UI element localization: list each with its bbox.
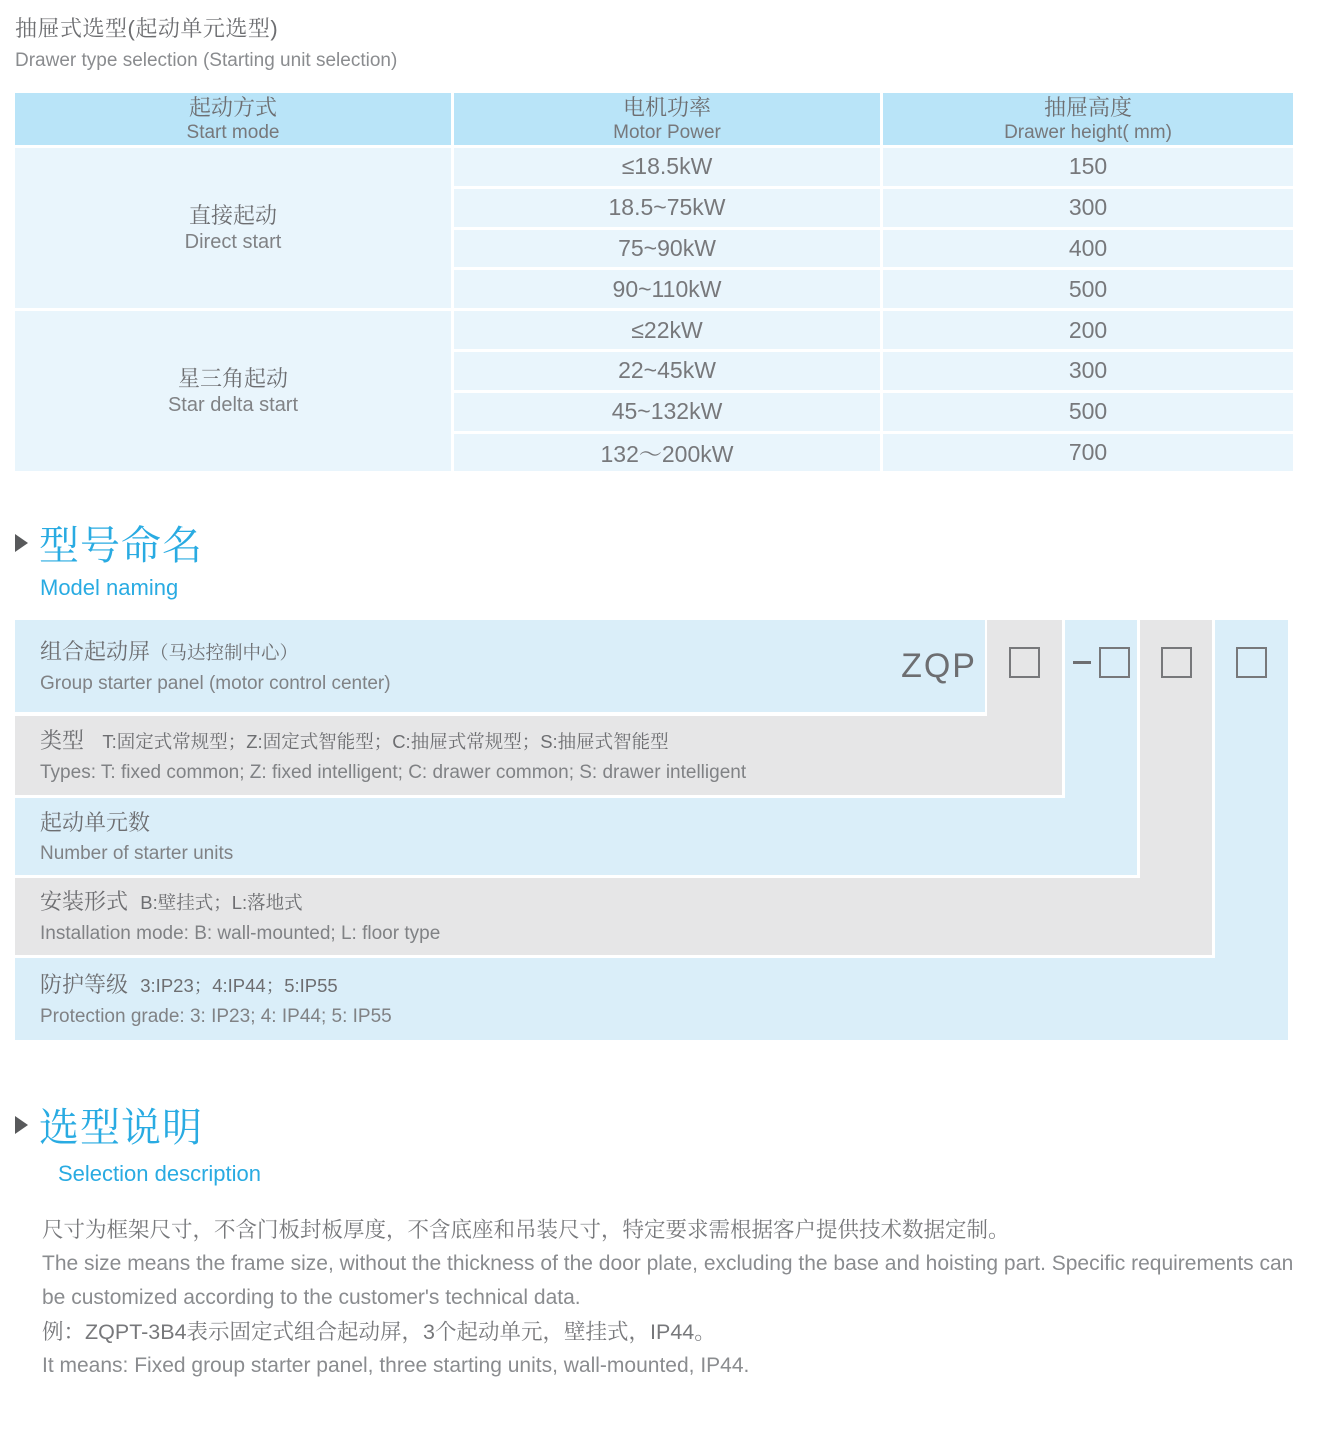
selection-description-text — [42, 1213, 1294, 1383]
selection-description-heading — [15, 1096, 1290, 1153]
row5-zh: 防护等级 3:IP23；4:IP44；5:IP55 — [40, 971, 338, 997]
star-delta-en: Star delta start — [167, 393, 299, 416]
page-title-zh: 抽屉式选型(起动单元选型) — [15, 16, 279, 41]
row1-en: Group starter panel (motor control center) — [40, 672, 391, 694]
height-value: 300 — [1068, 357, 1108, 384]
table-header-drawer-height — [883, 93, 1293, 145]
code-box-icon — [1009, 647, 1040, 678]
table-cell-height — [883, 434, 1293, 472]
table-cell-power — [454, 434, 880, 472]
model-naming-heading — [15, 514, 1290, 571]
row4-en: Installation mode: B: wall-mounted; L: floor type — [40, 923, 441, 945]
group-cell-direct-start — [15, 148, 451, 308]
star-delta-zh: 星三角起动 — [177, 365, 288, 391]
section-marker-icon — [15, 1116, 28, 1134]
paragraph-zh: 例：ZQPT-3B4表示固定式组合起动屏，3个起动单元，壁挂式，IP44。 — [42, 1320, 716, 1345]
table-cell-power — [454, 230, 880, 268]
table-cell-height — [883, 189, 1293, 227]
table-cell-power — [454, 148, 880, 186]
row4-zh: 安装形式 B:壁挂式；L:落地式 — [40, 889, 303, 915]
paragraph-zh: 尺寸为框架尺寸，不含门板封板厚度，不含底座和吊装尺寸，特定要求需根据客户提供技术数据定制。 — [42, 1218, 1010, 1243]
row2-zh: 类型 T:固定式常规型；Z:固定式智能型；C:抽屉式常规型；S:抽屉式智能型 — [40, 728, 669, 754]
table-cell-height — [883, 311, 1293, 349]
table-cell-height — [883, 393, 1293, 431]
row5-en: Protection grade: 3: IP23; 4: IP44; 5: IP55 — [40, 1005, 392, 1027]
table-cell-power — [454, 352, 880, 390]
group-cell-star-delta-start — [15, 311, 451, 471]
height-value: 200 — [1068, 316, 1108, 343]
paragraph-en: It means: Fixed group starter panel, three starting units, wall-mounted, IP44. — [42, 1354, 750, 1378]
row3-zh: 起动单元数 — [40, 809, 151, 835]
row1-zh: 组合起动屏（马达控制中心） — [40, 638, 299, 664]
section-marker-icon — [15, 534, 28, 552]
height-value: 150 — [1068, 153, 1108, 180]
direct-start-zh: 直接起动 — [188, 202, 277, 228]
power-value: 90~110kW — [612, 275, 722, 302]
header-drawer-height-en: Drawer height( mm) — [1004, 121, 1172, 143]
diagram-row-type — [15, 716, 1062, 795]
header-start-mode-zh: 起动方式 — [188, 94, 277, 120]
model-naming-diagram — [15, 620, 1290, 1040]
power-value: ≤18.5kW — [621, 153, 713, 180]
table-cell-height — [883, 270, 1293, 308]
row2-en: Types: T: fixed common; Z: fixed intelligent; C: drawer common; S: drawer intelligent — [40, 762, 747, 784]
power-value: 45~132kW — [611, 398, 723, 425]
header-drawer-height-zh: 抽屉高度 — [1043, 94, 1132, 120]
page-title-en: Drawer type selection (Starting unit selection) — [15, 50, 398, 71]
table-cell-power — [454, 189, 880, 227]
model-code-prefix: ZQP — [901, 646, 977, 685]
height-value: 300 — [1068, 194, 1108, 221]
power-value: 18.5~75kW — [608, 194, 726, 221]
direct-start-en: Direct start — [184, 230, 282, 253]
code-box-icon — [1099, 647, 1130, 678]
code-box-icon — [1236, 647, 1267, 678]
height-value: 500 — [1068, 398, 1108, 425]
model-naming-title-en: Model naming — [40, 575, 179, 601]
height-value: 500 — [1068, 275, 1108, 302]
power-value: 75~90kW — [618, 234, 716, 261]
table-cell-power — [454, 311, 880, 349]
power-value: 132～200kW — [600, 440, 734, 467]
power-value: 22~45kW — [618, 357, 716, 384]
dash-icon — [1073, 661, 1091, 664]
table-header-start-mode — [15, 93, 451, 145]
paragraph-en: The size means the frame size, without the thickness of the door plate, excluding the base and hoisting part. Specific requirements can be customized according to the customer's technical data. — [42, 1252, 1294, 1310]
diagram-row-group-starter — [15, 620, 985, 712]
row3-en: Number of starter units — [40, 842, 234, 864]
drawer-selection-table — [15, 93, 1296, 471]
selection-title-zh: 选型说明 — [39, 1106, 203, 1151]
table-cell-height — [883, 230, 1293, 268]
header-motor-power-zh: 电机功率 — [622, 94, 711, 120]
height-value: 700 — [1068, 438, 1108, 465]
diagram-row-protection — [15, 958, 1288, 1040]
table-cell-height — [883, 148, 1293, 186]
table-cell-height — [883, 352, 1293, 390]
diagram-row-installation — [15, 878, 1212, 955]
diagram-row-units — [15, 798, 1137, 875]
code-box-icon — [1161, 647, 1192, 678]
height-value: 400 — [1068, 234, 1108, 261]
table-cell-power — [454, 393, 880, 431]
header-motor-power-en: Motor Power — [613, 121, 721, 143]
model-naming-title-zh: 型号命名 — [39, 524, 203, 569]
table-cell-power — [454, 270, 880, 308]
selection-title-en: Selection description — [58, 1161, 262, 1187]
power-value: ≤22kW — [631, 316, 703, 343]
header-start-mode-en: Start mode — [186, 121, 280, 143]
table-header-motor-power — [454, 93, 880, 145]
